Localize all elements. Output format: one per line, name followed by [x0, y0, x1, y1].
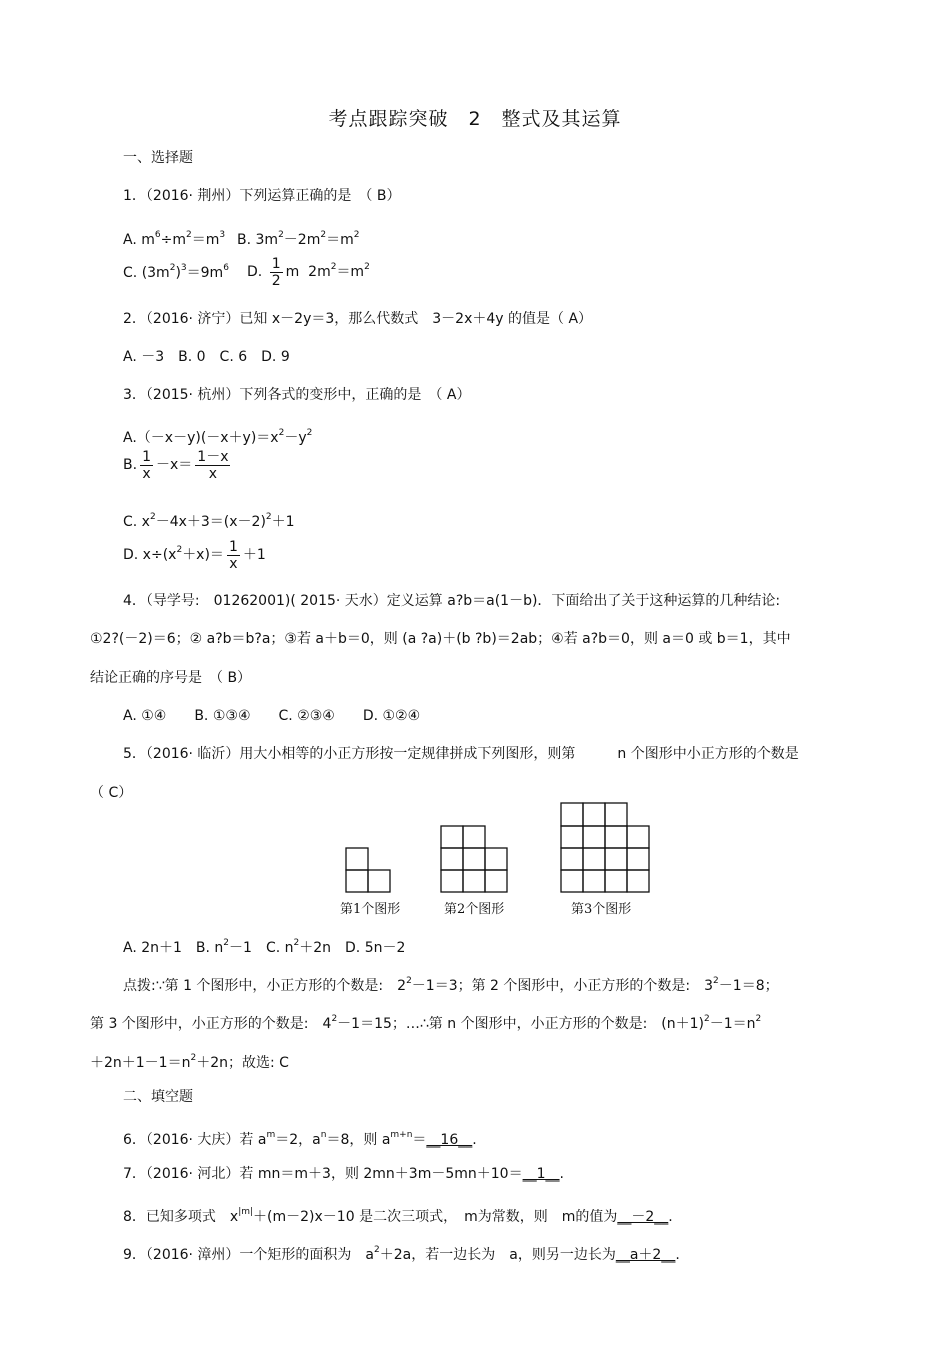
figure-1-caption: 第1个图形 [340, 902, 401, 917]
question-3-option-b: B. $\frac{1}{x}$ －x＝ $\frac{1-x}{x}$ [123, 448, 229, 482]
question-2-options: A. －3 B. 0 C. 6 D. 9 [123, 349, 290, 365]
question-4-line-1: 4．（导学号: 01262001)( 2015· 天水）定义运算 a?b＝a(1－b)．下面给出了关于这种运算的几种结论: [123, 593, 781, 609]
section-choice-heading: 一、选择题 [123, 150, 193, 166]
question-8: 8．已知多项式 $x^{|m|}+(m-2)x-10$ 是二次三项式， m为常数，则 m的值为__－2__. [123, 1207, 673, 1225]
question-1-option-a: A. $m^6\div m^2=m^3$ [123, 230, 226, 248]
question-3-option-c: C. $x^2-4x+3=(x-2)^2+1$ [123, 512, 295, 530]
question-8-answer: __－2__ [617, 1209, 669, 1225]
fraction-one-half: $\frac{1}{2}$ [271, 255, 281, 289]
question-5-line-2: （ C） [90, 785, 133, 801]
fraction-one-minus-x-over-x: $\frac{1-x}{x}$ [197, 448, 229, 482]
question-3-stem: 3．（2015· 杭州）下列各式的变形中，正确的是 （ A） [123, 387, 471, 403]
question-3-option-d: D. $x\div(x^2+x)=$ $\frac{1}{x}$ ＋1 [123, 538, 266, 572]
fraction-one-over-x-d: $\frac{1}{x}$ [228, 538, 238, 572]
figure-1-squares [346, 848, 390, 892]
question-4-line-3: 结论正确的序号是 （ B） [90, 670, 252, 686]
question-9-answer: __a＋2__ [615, 1247, 676, 1263]
question-6-answer: __16__ [426, 1132, 473, 1148]
question-5-options: A. 2n＋1 B. $n^2-1$ C. $n^2+2n$ D. 5n－2 [123, 938, 406, 956]
question-4-line-2: ①2?(－2)＝6；② a?b＝b?a；③若 a＋b＝0，则 (a ?a)＋(b ?b)＝2ab；④若 a?b＝0，则 a＝0 或 b＝1，其中 [90, 631, 791, 647]
question-4-options: A. ①④ B. ①③④ C. ②③④ D. ①②④ [123, 708, 421, 724]
page-title: 考点跟踪突破 2 整式及其运算 [328, 108, 622, 130]
figure-2-caption: 第2个图形 [444, 902, 505, 917]
question-1-option-d: D. $\frac{1}{2}$ m $2m^2=m^2$ [247, 255, 370, 289]
question-7: 7．（2016· 河北）若 mn＝m＋3，则 2mn＋3m－5mn＋10＝__1__. [123, 1166, 564, 1182]
section-fill-heading: 二、填空题 [123, 1089, 193, 1105]
figure-2-squares [441, 826, 507, 892]
question-5-hint-line-3: $+2n+1-1=n^2+2n$；故选: C [90, 1053, 289, 1071]
question-1-option-c: C. $(3m^2)^3=9m^6$ [123, 263, 229, 281]
question-7-answer: __1__ [522, 1166, 560, 1182]
question-6: 6．（2016· 大庆）若 $a^m=2$，$a^n=8$，则 $a^{m+n}=\_\_16\_\_$. [123, 1130, 477, 1148]
question-1-option-b: B. $3m^2-2m^2=m^2$ [237, 230, 360, 248]
question-3-option-a: $A.(-x-y)(-x+y)=x^2-y^2$ [123, 428, 313, 446]
square-pattern-figure [340, 800, 660, 926]
figure-3-caption: 第3个图形 [571, 902, 632, 917]
question-1-stem: 1．（2016· 荆州）下列运算正确的是 （ B） [123, 188, 401, 204]
question-9: 9．（2016· 漳州）一个矩形的面积为 $a^2+2a$，若一边长为 a，则另一边长为__a＋2__. [123, 1245, 680, 1263]
question-5-hint-line-1: 点拨:∵第 1 个图形中，小正方形的个数是: $2^2-1=3$；第 2 个图形中，小正方形的个数是: $3^2-1=8$； [123, 976, 779, 994]
figure-3-squares [561, 803, 649, 892]
question-2-stem: 2．（2016· 济宁）已知 x－2y＝3，那么代数式 3－2x＋4y 的值是（ A） [123, 311, 593, 327]
fraction-one-over-x: $\frac{1}{x}$ [142, 448, 151, 482]
question-5-hint-line-2: 第 3 个图形中，小正方形的个数是: $4^2-1=15$；…∴第 n 个图形中，小正方形的个数是: $(n+1)^2-1=n^2$ [90, 1014, 762, 1032]
question-5-line-1: 5．（2016· 临沂）用大小相等的小正方形按一定规律拼成下列图形，则第 n 个图形中小正方形的个数是 [123, 746, 799, 762]
